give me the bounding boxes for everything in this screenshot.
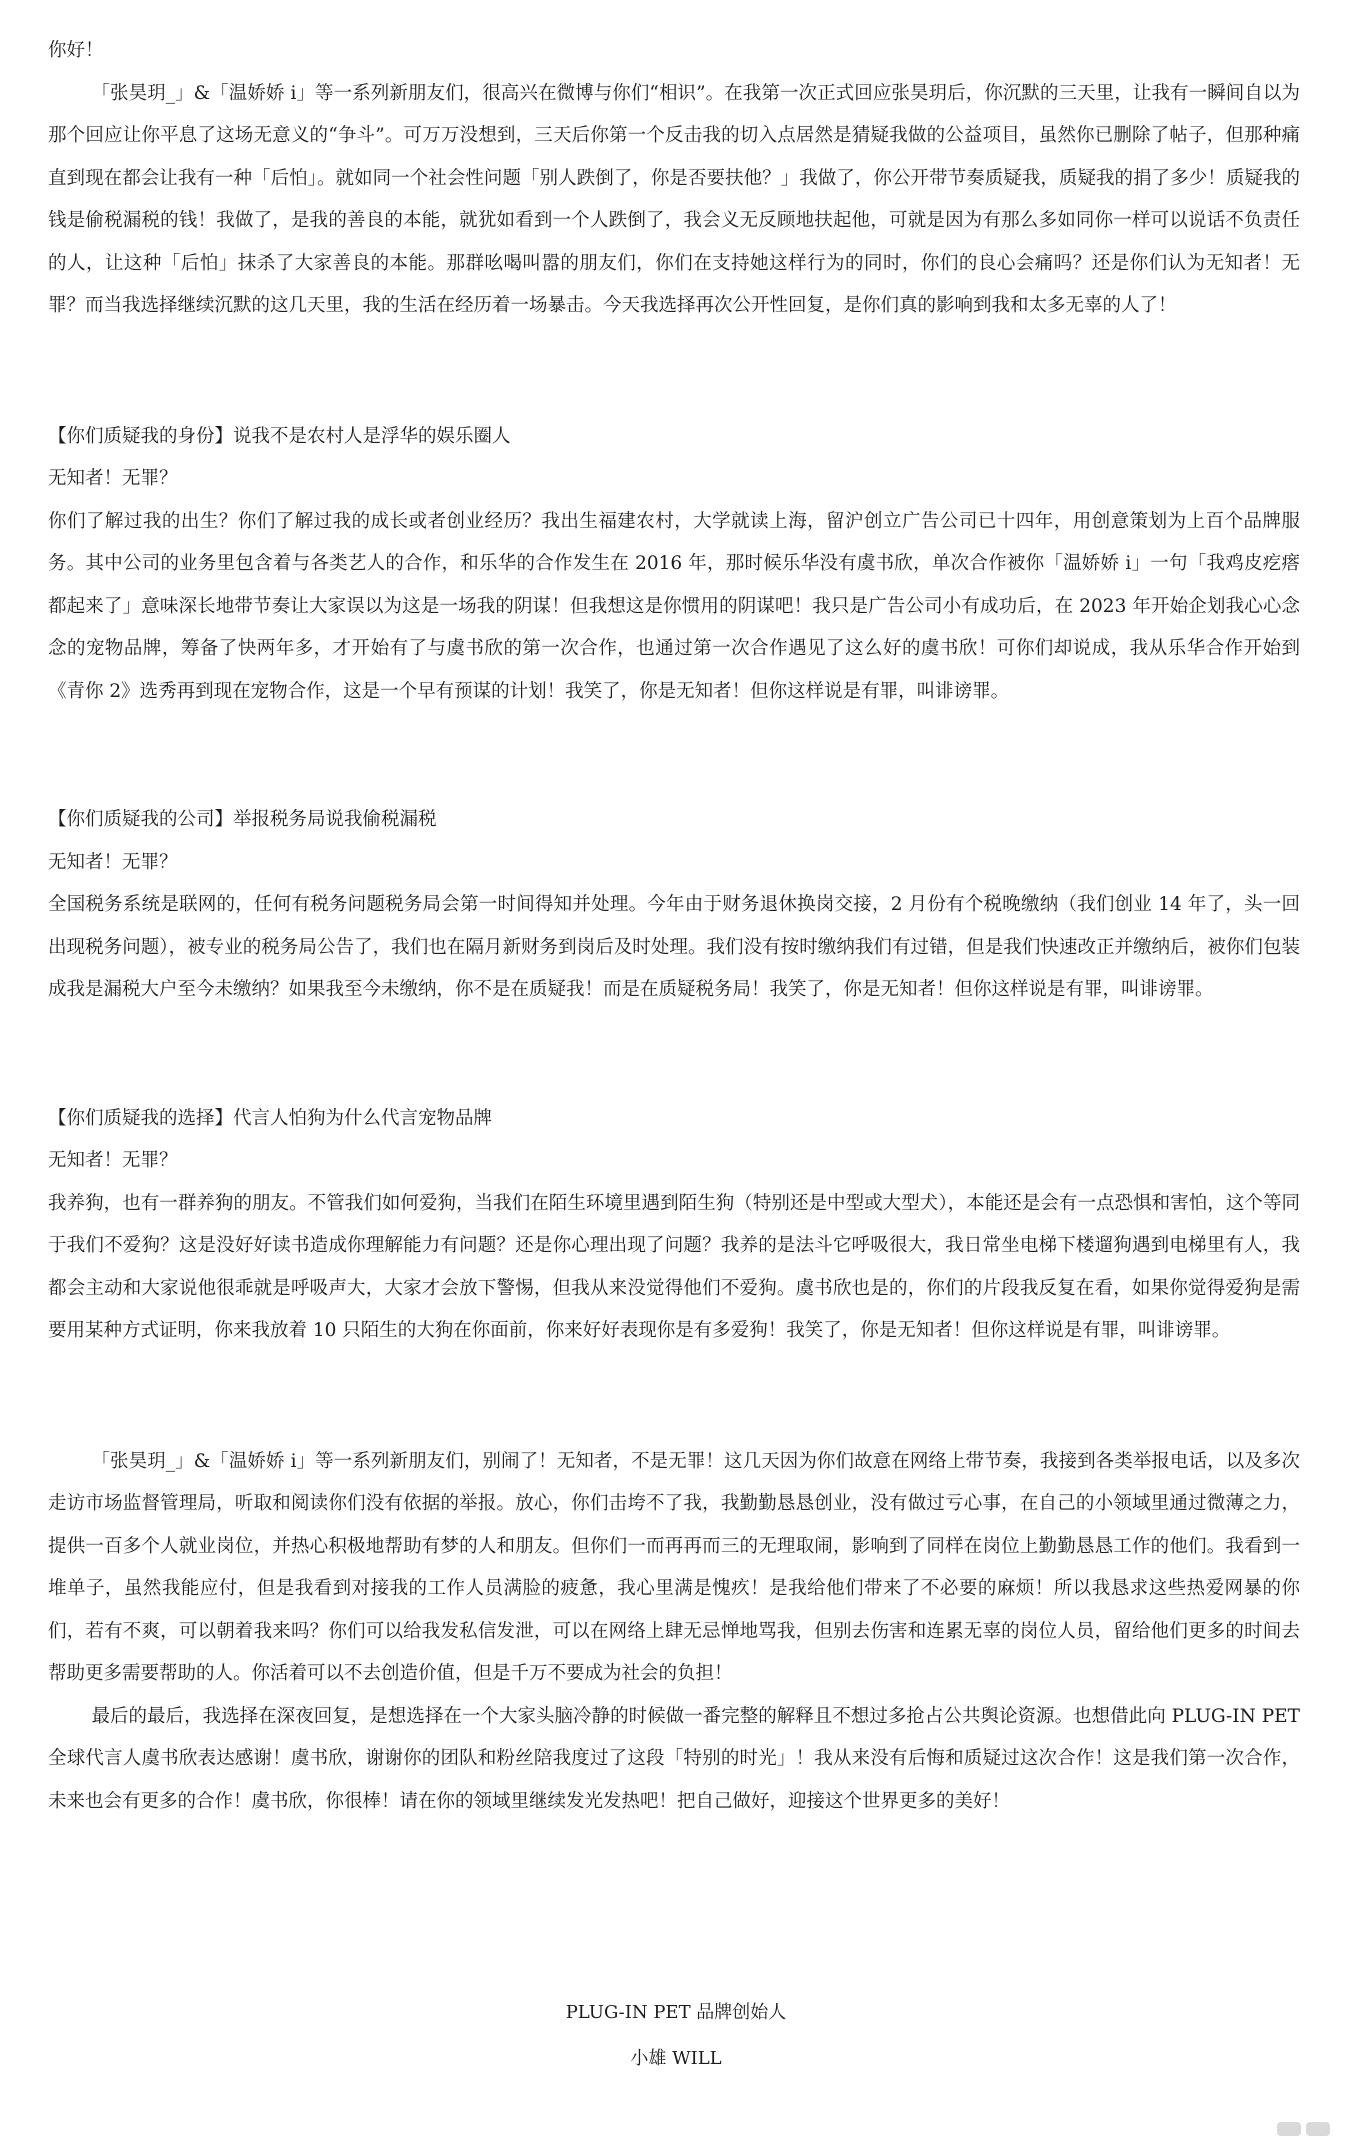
more-options-icon (1277, 2122, 1330, 2136)
section-identity (48, 416, 1300, 714)
section-topic: 说我不是农村人是浮华的娱乐圈人 (233, 425, 511, 447)
signature-name: 小雄 WILL (630, 2048, 722, 2069)
section-subhead: 无知者！无罪？ (48, 1150, 178, 1171)
section-bracket-label: 【你们质疑我的公司】 (48, 809, 234, 830)
signature-title: PLUG-IN PET 品牌创始人 (565, 2002, 787, 2023)
closing-paragraph-2: 最后的最后，我选择在深夜回复，是想选择在一个大家头脑冷静的时候做一番完整的解释且不想过多抢占公共舆论资源。也想借此向 PLUG-IN PET 全球代言人虞书欣表达感谢！虞书欣，谢谢你的团队和粉丝陪我度过了这段「特别的时光」！我从来没有后悔和质疑过这次合作！这是我们第一次合作，未来也会有更多的合作！虞书欣，你很棒！请在你的领域里继续发光发热吧！把自己做好，迎接这个世界更多的美好！ (48, 1705, 1300, 1812)
section-heading (48, 1098, 1300, 1141)
closing-paragraph-1: 「张昊玥_」&「温娇娇 i」等一系列新朋友们，别闹了！无知者，不是无罪！这几天因为你们故意在网络上带节奏，我接到各类举报电话，以及多次走访市场监督管理局，听取和阅读你们没有依据的举报。放心，你们击垮不了我，我勤勤恳恳创业，没有做过亏心事，在自己的小领域里通过微薄之力，提供一百多个人就业岗位，并热心积极地帮助有梦的人和朋友。但你们一而再再而三的无理取闹，影响到了同样在岗位上勤勤恳恳工作的他们。我看到一堆单子，虽然我能应付，但是我看到对接我的工作人员满脸的疲惫，我心里满是愧疚！是我给他们带来了不必要的麻烦！所以我恳求这些热爱网暴的你们，若有不爽，可以朝着我来吗？你们可以给我发私信发泄，可以在网络上肆无忌惮地骂我，但别去伤害和连累无辜的岗位人员，留给他们更多的时间去帮助更多需要帮助的人。你活着可以不去创造价值，但是千万不要成为社会的负担！ (48, 1450, 1300, 1684)
spacer (48, 328, 1300, 416)
section-company (48, 799, 1300, 1012)
section-bracket-label: 【你们质疑我的身份】 (48, 425, 234, 447)
signature-block (0, 1990, 1352, 2082)
section-body: 你们了解过我的出生？你们了解过我的成长或者创业经历？我出生福建农村，大学就读上海，留沪创立广告公司已十四年，用创意策划为上百个品牌服务。其中公司的业务里包含着与各类艺人的合作，和乐华的合作发生在 2016 年，那时候乐华没有虞书欣，单次合作被你「温娇娇 i」一句「我鸡皮疙瘩都起来了」意味深长地带节奏让大家误以为这是一场我的阴谋！但我想这是你惯用的阴谋吧！我只是广告公司小有成功后，在 2023 年开始企划我心心念念的宠物品牌，筹备了快两年多，才开始有了与虞书欣的第一次合作，也通过第一次合作遇见了这么好的虞书欣！可你们却说成，我从乐华合作开始到《青你 2》选秀再到现在宠物合作，这是一个早有预谋的计划！我笑了，你是无知者！但你这样说是有罪，叫诽谤罪。 (48, 510, 1300, 702)
greeting: 你好！ (48, 40, 104, 61)
intro-paragraph: 「张昊玥_」&「温娇娇 i」等一系列新朋友们，很高兴在微博与你们“相识”。在我第一次正式回应张昊玥后，你沉默的三天里，让我有一瞬间自以为那个回应让你平息了这场无意义的“争斗”。可万万没想到，三天后你第一个反击我的切入点居然是猜疑我做的公益项目，虽然你已删除了帖子，但那种痛直到现在都会让我有一种「后怕」。就如同一个社会性问题「别人跌倒了，你是否要扶他？」我做了，你公开带节奏质疑我，质疑我的捐了多少！质疑我的钱是偷税漏税的钱！我做了，是我的善良的本能，就犹如看到一个人跌倒了，我会义无反顾地扶起他，可就是因为有那么多如同你一样可以说话不负责任的人，让这种「后怕」抹杀了大家善良的本能。那群吆喝叫嚣的朋友们，你们在支持她这样行为的同时，你们的良心会痛吗？还是你们认为无知者！无罪？而当我选择继续沉默的这几天里，我的生活在经历着一场暴击。今天我选择再次公开性回复，是你们真的影响到我和太多无辜的人了！ (48, 82, 1300, 316)
section-topic: 代言人怕狗为什么代言宠物品牌 (233, 1107, 493, 1129)
section-body: 全国税务系统是联网的，任何有税务问题税务局会第一时间得知并处理。今年由于财务退休换岗交接，2 月份有个税晚缴纳（我们创业 14 年了，头一回出现税务问题），被专业的税务局公告了，我们也在隔月新财务到岗后及时处理。我们没有按时缴纳我们有过错，但是我们快速改正并缴纳后，被你们包装成我是漏税大户至今未缴纳？如果我至今未缴纳，你不是在质疑我！而是在质疑税务局！我笑了，你是无知者！但你这样说是有罪，叫诽谤罪。 (48, 894, 1300, 1000)
section-heading (48, 799, 1300, 842)
spacer (48, 713, 1300, 799)
dot-icon (1306, 2122, 1330, 2136)
section-subhead: 无知者！无罪？ (48, 851, 178, 873)
section-body: 我养狗，也有一群养狗的朋友。不管我们如何爱狗，当我们在陌生环境里遇到陌生狗（特别还是中型或大型犬），本能还是会有一点恐惧和害怕，这个等同于我们不爱狗？这是没好好读书造成你理解能力有问题？还是你心理出现了问题？我养的是法斗它呼吸很大，我日常坐电梯下楼遛狗遇到电梯里有人，我都会主动和大家说他很乖就是呼吸声大，大家才会放下警惕，但我从来没觉得他们不爱狗。虞书欣也是的，你们的片段我反复在看，如果你觉得爱狗是需要用某种方式证明，你来我放着 10 只陌生的大狗在你面前，你来好好表现你是有多爱狗！我笑了，你是无知者！但你这样说是有罪，叫诽谤罪。 (48, 1192, 1300, 1341)
section-subhead: 无知者！无罪？ (48, 468, 178, 489)
spacer (48, 1012, 1300, 1098)
section-topic: 举报税务局说我偷税漏税 (233, 809, 437, 830)
spacer (48, 1353, 1300, 1441)
section-heading (48, 416, 1300, 459)
dot-icon (1277, 2122, 1301, 2136)
section-choice (48, 1098, 1300, 1353)
section-bracket-label: 【你们质疑我的选择】 (48, 1107, 234, 1129)
